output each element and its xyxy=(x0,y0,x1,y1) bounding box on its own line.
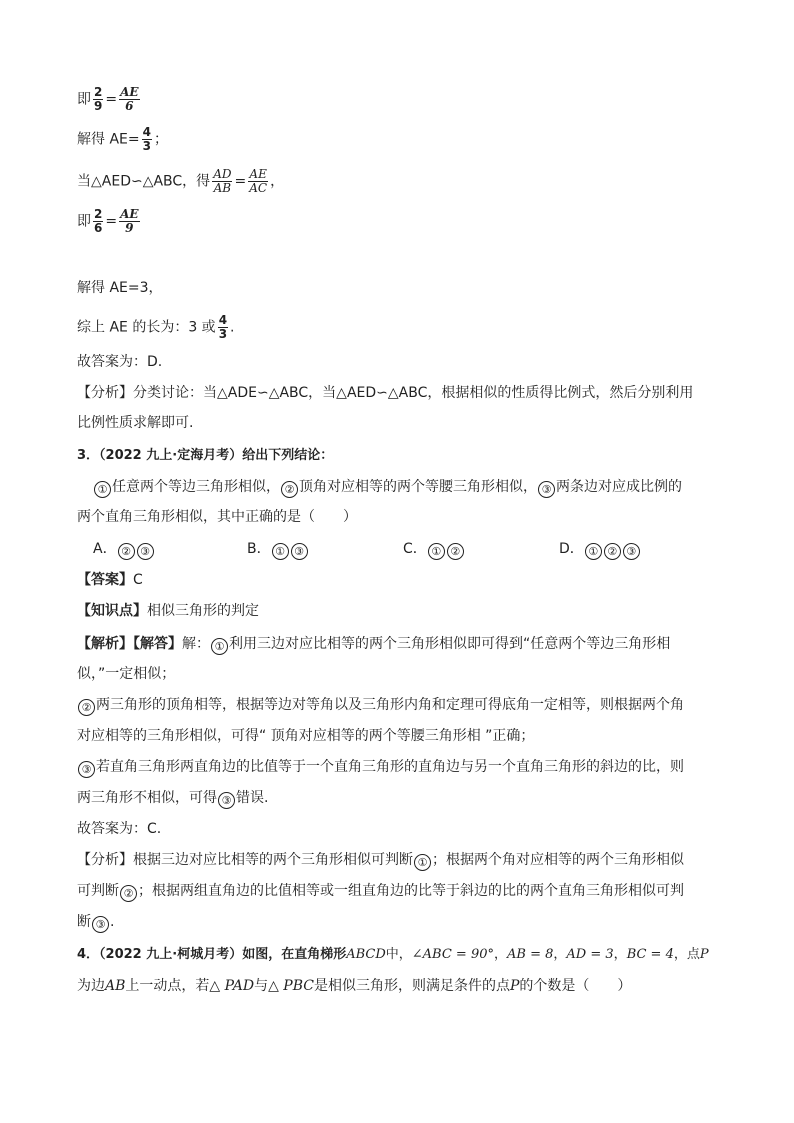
text: ；根据两组直角边的比值相等或一组直角边的比等于斜边的比的两个直角三角形相似可判 xyxy=(138,883,684,899)
math-expr: AD = 3 xyxy=(566,947,614,962)
circled-number: ③ xyxy=(137,543,154,560)
text: 解： xyxy=(182,636,210,652)
option-letter: D． xyxy=(559,541,584,557)
explanation-line-1 xyxy=(77,634,670,655)
text: ， xyxy=(270,173,285,190)
question-4-line-1 xyxy=(77,945,709,965)
explanation-line-5 xyxy=(77,757,684,778)
question-3-stem-1 xyxy=(93,477,682,498)
fraction: $\frac{AE}{6}$ xyxy=(120,85,139,113)
text: ， xyxy=(613,947,627,962)
math-var: P xyxy=(510,978,520,994)
explanation-line-6 xyxy=(77,788,268,809)
text: ，点 xyxy=(673,947,700,962)
math-expr: BC = 4 xyxy=(626,947,674,962)
circled-number: ① xyxy=(272,543,289,560)
circled-number: ③ xyxy=(623,543,640,560)
circled-number-2: ② xyxy=(281,481,298,498)
text: 当△AED∽△ABC，得 xyxy=(77,173,211,190)
circled-number-3: ③ xyxy=(538,481,555,498)
text: 的个数是（ ） xyxy=(519,978,632,994)
options-row xyxy=(93,539,713,559)
circled-number: ② xyxy=(118,543,135,560)
answer-row xyxy=(77,570,143,590)
analysis-line-2 xyxy=(77,881,684,902)
text: 【分析】根据三边对应比相等的两个三角形相似可判断 xyxy=(77,852,413,868)
option-a[interactable] xyxy=(93,539,155,560)
math-var: ABCD xyxy=(346,947,386,962)
analysis-line-1 xyxy=(77,850,684,871)
circled-number: ① xyxy=(428,543,445,560)
text: 即 xyxy=(77,213,91,230)
analysis-line-3 xyxy=(77,912,114,933)
equals: = xyxy=(105,91,118,108)
text: 上一动点，若 xyxy=(125,978,210,994)
equation-line-1 xyxy=(77,86,142,113)
text: 为边 xyxy=(77,978,105,994)
text: ； xyxy=(153,131,168,148)
circled-number: ① xyxy=(414,854,431,871)
circled-number-1: ① xyxy=(94,481,111,498)
summary-line xyxy=(77,314,235,341)
explanation-tag: 【解析】【解答】 xyxy=(77,636,182,652)
circled-number: ② xyxy=(604,543,621,560)
question-3-header: 3．（2022 九上·定海月考）给出下列结论： xyxy=(77,448,334,463)
circled-number: ② xyxy=(120,885,137,902)
circled-number: ③ xyxy=(218,792,235,809)
fraction: $\frac{4}{3}$ xyxy=(218,313,228,341)
fraction: $\frac{2}{6}$ xyxy=(94,207,103,235)
fraction: $\frac{4}{3}$ xyxy=(142,125,151,153)
answer-tag: 【答案】 xyxy=(77,572,133,588)
final-answer-line: 故答案为：C. xyxy=(77,821,162,837)
circled-number: ① xyxy=(585,543,602,560)
knowledge-tag: 【知识点】 xyxy=(77,603,147,619)
text: 4．（2022 九上·柯城月考）如图，在直角梯形 xyxy=(77,947,347,962)
text: ， xyxy=(494,947,508,962)
text: ；根据两个角对应相等的两个三角形相似 xyxy=(432,852,684,868)
option-letter: A． xyxy=(93,541,117,557)
analysis-line-1: 【分析】分类讨论：当△ADE∽△ABC，当△AED∽△ABC，根据相似的性质得比例式，然后分别利用 xyxy=(77,385,694,401)
text: 中， xyxy=(385,947,412,962)
answer-line: 故答案为：D. xyxy=(77,354,163,370)
fraction: $\frac{AE}{AC}$ xyxy=(249,167,268,195)
equation-line-2 xyxy=(77,208,142,235)
knowledge-row xyxy=(77,601,259,621)
math-var: P xyxy=(699,947,709,962)
math-expr: ∠ABC = 90° xyxy=(411,947,495,962)
fraction: $\frac{AD}{AB}$ xyxy=(213,167,232,195)
option-b[interactable] xyxy=(247,539,309,560)
math-expr: △ PBC xyxy=(268,978,314,994)
circled-number: ② xyxy=(447,543,464,560)
fraction: $\frac{AE}{9}$ xyxy=(120,207,139,235)
explanation-line-2: 似，”一定相似； xyxy=(77,666,176,682)
equals: = xyxy=(234,173,247,190)
text: . xyxy=(110,914,115,930)
equals: = xyxy=(105,213,118,230)
math-expr: △ PAD xyxy=(209,978,255,994)
knowledge-value: 相似三角形的判定 xyxy=(147,603,259,619)
math-expr: AB = 8 xyxy=(507,947,554,962)
option-d[interactable] xyxy=(559,539,641,560)
text: 任意两个等边三角形相似， xyxy=(112,479,280,495)
text: 综上 AE 的长为：3 或 xyxy=(77,319,216,336)
text: 即 xyxy=(77,91,91,108)
text: 两三角形的顶角相等，根据等边对等角以及三角形内角和定理可得底角一定相等，则根据两个角 xyxy=(96,697,684,713)
text: 是相似三角形，则满足条件的点 xyxy=(314,978,510,994)
option-c[interactable] xyxy=(403,539,465,560)
fraction: $\frac{2}{9}$ xyxy=(94,85,103,113)
circled-number: ② xyxy=(78,699,95,716)
solve-line-1 xyxy=(77,126,168,153)
text: 两三角形不相似，可得 xyxy=(77,790,217,806)
circled-number: ① xyxy=(211,638,228,655)
question-3-stem-2: 两个直角三角形相似，其中正确的是（ ） xyxy=(77,509,357,525)
case-line xyxy=(77,168,284,195)
text: 解得 AE= xyxy=(77,131,140,148)
circled-number: ③ xyxy=(78,761,95,778)
explanation-line-4: 对应相等的三角形相似，可得“ 顶角对应相等的两个等腰三角形相 ”正确； xyxy=(77,728,535,744)
text: 错误. xyxy=(236,790,269,806)
text: 与 xyxy=(254,978,269,994)
text: . xyxy=(230,319,235,336)
option-letter: C． xyxy=(403,541,427,557)
analysis-line-2: 比例性质求解即可. xyxy=(77,415,194,431)
text: 顶角对应相等的两个等腰三角形相似， xyxy=(299,479,537,495)
text: 若直角三角形两直角边的比值等于一个直角三角形的直角边与另一个直角三角形的斜边的比，则 xyxy=(96,759,684,775)
question-4-line-2 xyxy=(77,976,631,996)
text: 可判断 xyxy=(77,883,119,899)
solve-line-2: 解得 AE=3， xyxy=(77,280,163,296)
explanation-line-3 xyxy=(77,695,684,716)
circled-number: ③ xyxy=(291,543,308,560)
answer-value: C xyxy=(133,572,143,588)
text: 利用三边对应比相等的两个三角形相似即可得到“任意两个等边三角形相 xyxy=(229,636,671,652)
math-var: AB xyxy=(105,978,126,994)
option-letter: B． xyxy=(247,541,271,557)
text: ， xyxy=(553,947,567,962)
text: 断 xyxy=(77,914,91,930)
text: 两条边对应成比例的 xyxy=(556,479,682,495)
circled-number: ③ xyxy=(92,916,109,933)
